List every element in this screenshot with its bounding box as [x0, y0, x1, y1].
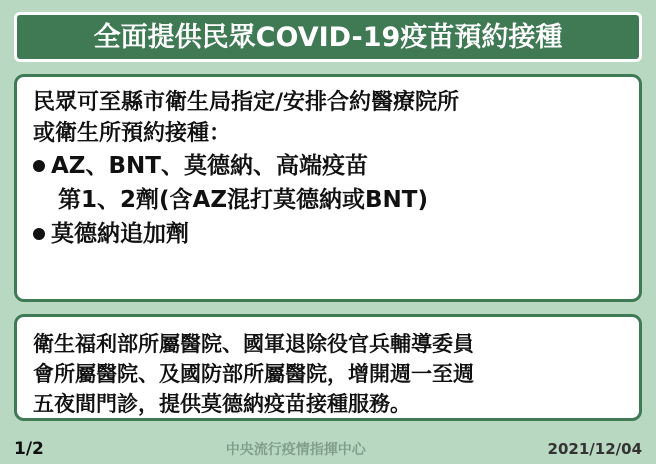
- bullet-item-1-sub: 第1、2劑(含AZ混打莫德納或BNT): [58, 187, 428, 213]
- secondary-line-3: 五夜間門診，提供莫德納疫苗接種服務。: [33, 392, 411, 416]
- secondary-info-card: [14, 314, 642, 421]
- page-number: 1/2: [14, 439, 44, 459]
- bullet-item-2-label: 莫德納追加劑: [51, 221, 189, 247]
- footer-organization: 中央流行疫情指揮中心: [225, 442, 366, 458]
- bullet-dot-icon: [33, 160, 45, 172]
- main-info-card: [14, 74, 642, 302]
- intro-line-1: 民眾可至縣市衛生局指定/安排合約醫療院所: [33, 90, 460, 115]
- secondary-line-2: 會所屬醫院、及國防部所屬醫院，增開週一至週: [33, 362, 474, 386]
- bullet-item-1: [33, 149, 623, 183]
- footer-date: 2021/12/04: [547, 440, 642, 458]
- bullet-dot-icon: [33, 228, 45, 240]
- secondary-line-1: 衛生福利部所屬醫院、國軍退除役官兵輔導委員: [33, 332, 474, 356]
- page-title: 全面提供民眾COVID-19疫苗預約接種: [93, 21, 563, 53]
- bullet-item-2: [33, 217, 623, 251]
- footer: [0, 434, 656, 464]
- bullet-item-1-label: AZ、BNT、莫德納、高端疫苗: [51, 153, 368, 179]
- page-title-bar: [14, 12, 642, 62]
- intro-line-2: 或衛生所預約接種：: [33, 121, 232, 146]
